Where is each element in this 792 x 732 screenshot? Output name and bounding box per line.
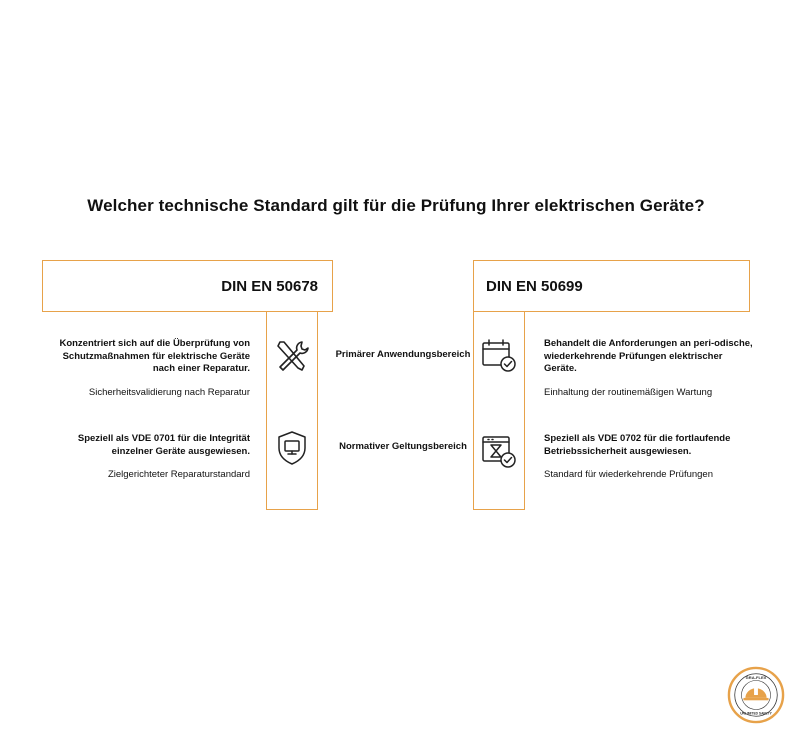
row-2-right-description: Speziell als VDE 0702 für die fortlaufende Betriebssicherheit ausgewiesen. xyxy=(544,433,731,457)
row-2-right-cell xyxy=(544,433,754,482)
row-1-left-cell xyxy=(40,338,250,399)
shield-monitor-icon xyxy=(272,428,312,468)
page-title: Welcher technische Standard gilt für die Prüfung Ihrer elektrischen Geräte? xyxy=(87,196,705,215)
row-1-left-description: Konzentriert sich auf die Überprüfung von Schutzmaßnahmen für elektrische Geräte nach einer Reparatur. xyxy=(59,338,250,374)
hourglass-check-icon xyxy=(479,431,519,471)
tools-icon xyxy=(272,336,312,376)
row-2-left-description: Speziell als VDE 0701 für die Integrität einzelner Geräte ausgewiesen. xyxy=(77,433,250,457)
row-1-right-summary: Einhaltung der routinemäßigen Wartung xyxy=(544,386,713,398)
calendar-check-icon xyxy=(479,336,519,376)
row-2-right-summary: Standard für wiederkehrende Prüfungen xyxy=(544,469,714,480)
column-heading-label: DIN EN 50699 xyxy=(486,277,583,295)
row-1-right-description: Behandelt die Anforderungen an peri-odische, wiederkehrende Prüfungen elektrischer Geräte. xyxy=(544,338,753,374)
logo-top-text: GRA-FLEX xyxy=(745,675,767,681)
row-1-right-cell xyxy=(544,338,754,399)
row-2-label: Normativer Geltungsbereich xyxy=(339,441,467,452)
gra-flex-logo xyxy=(727,666,785,724)
column-heading-label: DIN EN 50678 xyxy=(221,277,318,295)
row-1-left-summary: Sicherheitsvalidierung nach Reparatur xyxy=(88,386,250,398)
column-heading-din-en-50699 xyxy=(473,260,750,312)
logo-bottom-text: UNLIMITED SAFETY xyxy=(740,711,772,716)
column-heading-din-en-50678 xyxy=(42,260,333,312)
row-2-left-cell xyxy=(40,433,250,482)
row-1-label: Primärer Anwendungsbereich xyxy=(335,349,471,360)
row-2-left-summary: Zielgerichteter Reparaturstandard xyxy=(107,469,250,480)
